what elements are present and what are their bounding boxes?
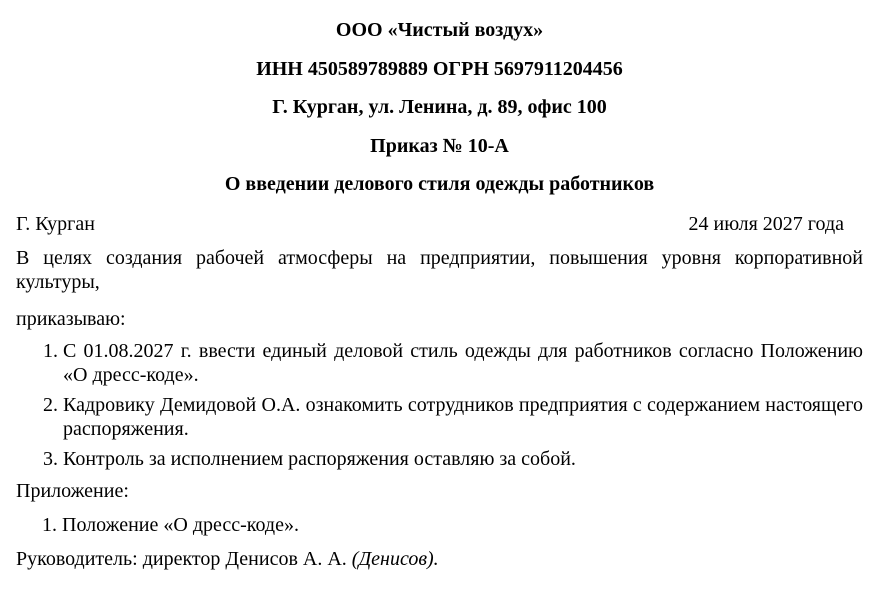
order-item: 3. Контроль за исполнением распоряжения оставляю за собой. [63, 447, 863, 471]
order-items-list [16, 339, 863, 471]
company-requisites: ИНН 450589789889 ОГРН 5697911204456 [256, 57, 623, 80]
city-date-row [16, 212, 863, 236]
order-subject: О введении делового стиля одежды работников [224, 173, 655, 195]
order-item: 1. С 01.08.2027 г. ввести единый деловой стиль одежды для работников согласно Положению «О дресс-коде». [63, 339, 863, 387]
company-name: ООО «Чистый воздух» [335, 19, 544, 41]
city: Г. Курган [16, 213, 95, 235]
order-number: Приказ № 10-А [370, 134, 509, 157]
order-document [16, 18, 863, 571]
signature-name: (Денисов). [351, 548, 439, 570]
order-word: приказываю: [16, 308, 126, 330]
appendix-label: Приложение: [16, 480, 129, 502]
date: 24 июля 2027 года [688, 213, 844, 235]
company-address: Г. Курган, ул. Ленина, д. 89, офис 100 [272, 96, 607, 118]
appendix-item: 1. Положение «О дресс-коде». [62, 513, 863, 537]
signature-text: Руководитель: директор Денисов А. А. [16, 548, 347, 570]
preamble: В целях создания рабочей атмосферы на предприятии, повышения уровня корпоративной культуры, [16, 247, 863, 293]
signature-line [16, 547, 863, 571]
appendix-list [16, 513, 863, 537]
order-item: 2. Кадровику Демидовой О.А. ознакомить сотрудников предприятия с содержанием настоящего распоряжения. [63, 393, 863, 441]
